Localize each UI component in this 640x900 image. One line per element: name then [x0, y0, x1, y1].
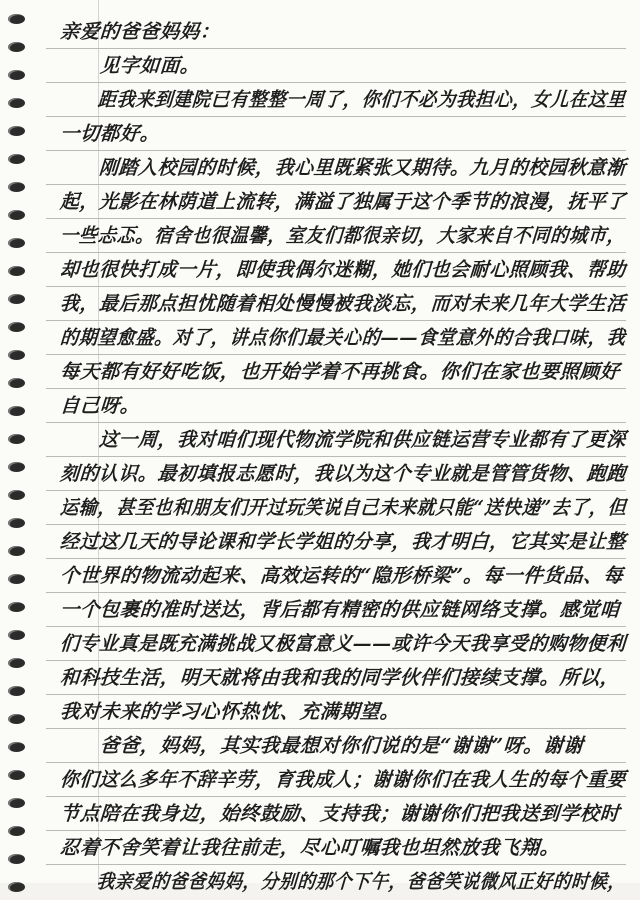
binding-hole — [8, 854, 25, 864]
binding-hole — [8, 294, 25, 304]
binding-hole — [8, 462, 25, 472]
letter-line: 却也很快打成一片，即使我偶尔迷糊，她们也会耐心照顾我、帮助 — [59, 258, 627, 281]
binding-hole — [8, 210, 25, 220]
binding-hole — [8, 770, 25, 780]
binding-hole — [8, 490, 25, 500]
binding-hole — [8, 70, 25, 80]
binding-hole — [8, 322, 25, 332]
binding-hole — [8, 154, 25, 164]
letter-line: 自己呀。 — [59, 394, 141, 417]
binding-hole — [8, 406, 25, 416]
letter-line: 我对未来的学习心怀热忱、充满期望。 — [59, 700, 401, 723]
letter-line: 经过这几天的导论课和学长学姐的分享，我才明白，它其实是让整 — [59, 530, 627, 553]
letter-line: 亲爱的爸爸妈妈： — [59, 20, 221, 43]
binding-hole — [8, 742, 25, 752]
letter-line: 一切都好。 — [59, 122, 161, 145]
binding-hole — [8, 350, 25, 360]
letter-line: 你们这么多年不辞辛劳，育我成人；谢谢你们在我人生的每个重要 — [59, 768, 627, 791]
letter-line: 节点陪在我身边，始终鼓励、支持我；谢谢你们把我送到学校时 — [59, 802, 621, 825]
binding-hole — [8, 98, 25, 108]
binding-hole — [8, 574, 25, 584]
letter-line: 的期望愈盛。对了，讲点你们最关心的——食堂意外的合我口味，我 — [59, 326, 627, 349]
letter-line: 这一周，我对咱们现代物流学院和供应链运营专业都有了更深 — [59, 428, 627, 451]
letter-line: 我，最后那点担忧随着相处慢慢被我淡忘，而对未来几年大学生活 — [59, 292, 627, 315]
letter-line: 见字如面。 — [59, 54, 201, 77]
binding-hole — [8, 826, 25, 836]
letter-line: 我亲爱的爸爸妈妈，分别的那个下午，爸爸笑说微风正好的时候， — [59, 870, 627, 893]
letter-line: 刻的认识。最初填报志愿时，我以为这个专业就是管管货物、跑跑 — [59, 462, 627, 485]
binding-hole — [8, 266, 25, 276]
letter-line: 和科技生活，明天就将由我和我的同学伙伴们接续支撑。所以， — [59, 666, 621, 689]
letter-line: 爸爸，妈妈，其实我最想对你们说的是“谢谢”呀。谢谢 — [59, 734, 585, 757]
letter-line: 刚踏入校园的时候，我心里既紧张又期待。九月的校园秋意渐 — [59, 156, 627, 179]
letter-line: 每天都有好好吃饭，也开始学着不再挑食。你们在家也要照顾好 — [59, 360, 621, 383]
binding-hole — [8, 602, 25, 612]
binding-hole — [8, 126, 25, 136]
binding-hole — [8, 882, 25, 892]
binding-hole — [8, 14, 25, 24]
binding-hole — [8, 378, 25, 388]
binding-hole — [8, 42, 25, 52]
letter-line: 一个包裹的准时送达，背后都有精密的供应链网络支撑。感觉咱 — [59, 598, 621, 621]
binding-hole — [8, 714, 25, 724]
letter-line: 忍着不舍笑着让我往前走，尽心叮嘱我也坦然放我飞翔。 — [59, 836, 561, 859]
binding-hole — [8, 434, 25, 444]
binding-hole — [8, 238, 25, 248]
binding-hole — [8, 686, 25, 696]
letter-line: 个世界的物流动起来、高效运转的“隐形桥梁”。每一件货品、每 — [59, 564, 625, 587]
binding-hole — [8, 798, 25, 808]
letter-line: 起，光影在林荫道上流转，满溢了独属于这个季节的浪漫，抚平了 — [59, 190, 627, 213]
letter-line: 一些忐忑。宿舍也很温馨，室友们都很亲切，大家来自不同的城市， — [59, 224, 627, 247]
binding-hole — [8, 182, 25, 192]
binding-hole — [8, 518, 25, 528]
binding-hole — [8, 630, 25, 640]
letter-line: 距我来到建院已有整整一周了，你们不必为我担心，女儿在这里 — [59, 88, 627, 111]
binding-hole — [8, 546, 25, 556]
binding-hole — [8, 658, 25, 668]
letter-line: 运输，甚至也和朋友们开过玩笑说自己未来就只能“送快递”去了，但 — [59, 496, 628, 519]
letter-line: 们专业真是既充满挑战又极富意义——或许今天我享受的购物便利 — [59, 632, 627, 655]
spiral-binding — [0, 0, 40, 883]
